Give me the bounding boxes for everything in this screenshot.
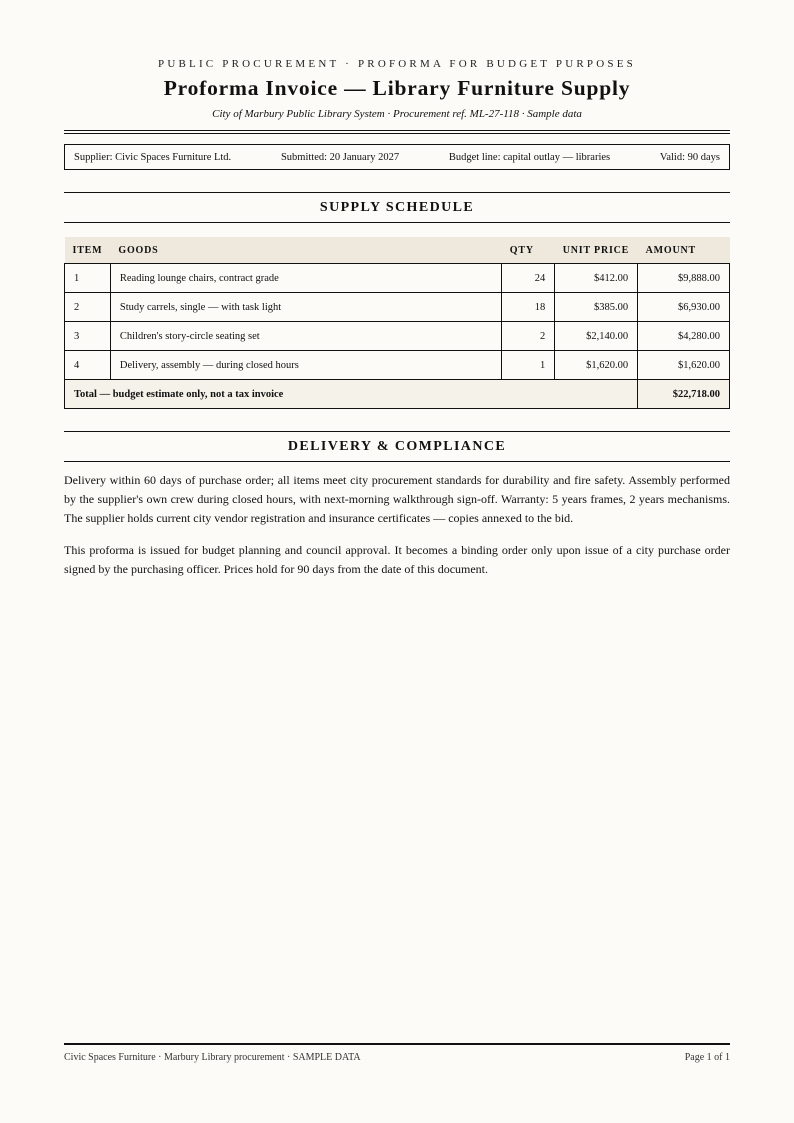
page-footer [64,1043,730,1063]
document-subtitle: City of Marbury Public Library System · Procurement ref. ML-27-118 · Sample data [212,108,582,120]
cell-goods: Delivery, assembly — during closed hours [110,351,501,380]
delivery-paragraph: Delivery within 60 days of purchase order; all items meet city procurement standards for durability and fire safety. Assembly performed by the supplier's own crew during closed hours, with next-morning walkthrough sign-off. Warranty: 5 years frames, 2 years mechanisms. The supplier holds current city vendor registration and insurance certificates — copies annexed to the bid. [64,473,730,525]
cell-unit-price: $385.00 [555,293,638,322]
cell-qty: 24 [502,264,555,293]
approval-paragraph: This proforma is issued for budget planning and council approval. It becomes a binding order only upon issue of a city purchase order signed by the purchasing officer. Prices hold for 90 days from the date of this document. [64,543,730,576]
cell-goods: Children's story-circle seating set [110,322,501,351]
cell-unit-price: $412.00 [555,264,638,293]
cell-item: 1 [65,264,111,293]
meta-valid: Valid: 90 days [659,151,720,163]
cell-amount: $9,888.00 [638,264,730,293]
cell-qty: 18 [502,293,555,322]
meta-supplier: Supplier: Civic Spaces Furniture Ltd. [74,151,232,163]
document-page [64,0,730,579]
cell-unit-price: $2,140.00 [555,322,638,351]
cell-unit-price: $1,620.00 [555,351,638,380]
total-value: $22,718.00 [638,380,730,409]
meta-budget-line: Budget line: capital outlay — libraries [448,151,611,163]
document-kicker: PUBLIC PROCUREMENT · PROFORMA FOR BUDGET PURPOSES [158,58,636,70]
cell-item: 2 [65,293,111,322]
table-row [65,322,730,351]
supply-schedule-table [64,237,730,409]
cell-qty: 2 [502,322,555,351]
column-header-amount: AMOUNT [638,237,730,264]
table-row [65,293,730,322]
table-row [65,264,730,293]
table-row [65,351,730,380]
page-number: Page 1 of 1 [684,1052,730,1063]
column-header-item: ITEM [65,237,111,264]
table-header-row [65,237,730,264]
document-title: Proforma Invoice — Library Furniture Supply [163,76,631,100]
column-header-qty: QTY [502,237,555,264]
meta-submitted: Submitted: 20 January 2027 [280,151,400,163]
meta-bar [64,144,730,170]
cell-qty: 1 [502,351,555,380]
table-total-row [65,380,730,409]
column-header-goods: GOODS [110,237,501,264]
footer-left-text: Civic Spaces Furniture · Marbury Library procurement · SAMPLE DATA [64,1052,361,1063]
cell-amount: $6,930.00 [638,293,730,322]
cell-goods: Reading lounge chairs, contract grade [110,264,501,293]
cell-amount: $1,620.00 [638,351,730,380]
cell-goods: Study carrels, single — with task light [110,293,501,322]
supply-schedule-heading: SUPPLY SCHEDULE [64,192,730,223]
total-label: Total — budget estimate only, not a tax invoice [65,380,638,409]
column-header-unit-price: UNIT PRICE [555,237,638,264]
title-rule [64,130,730,134]
delivery-compliance-heading: DELIVERY & COMPLIANCE [64,431,730,462]
cell-item: 3 [65,322,111,351]
cell-amount: $4,280.00 [638,322,730,351]
cell-item: 4 [65,351,111,380]
